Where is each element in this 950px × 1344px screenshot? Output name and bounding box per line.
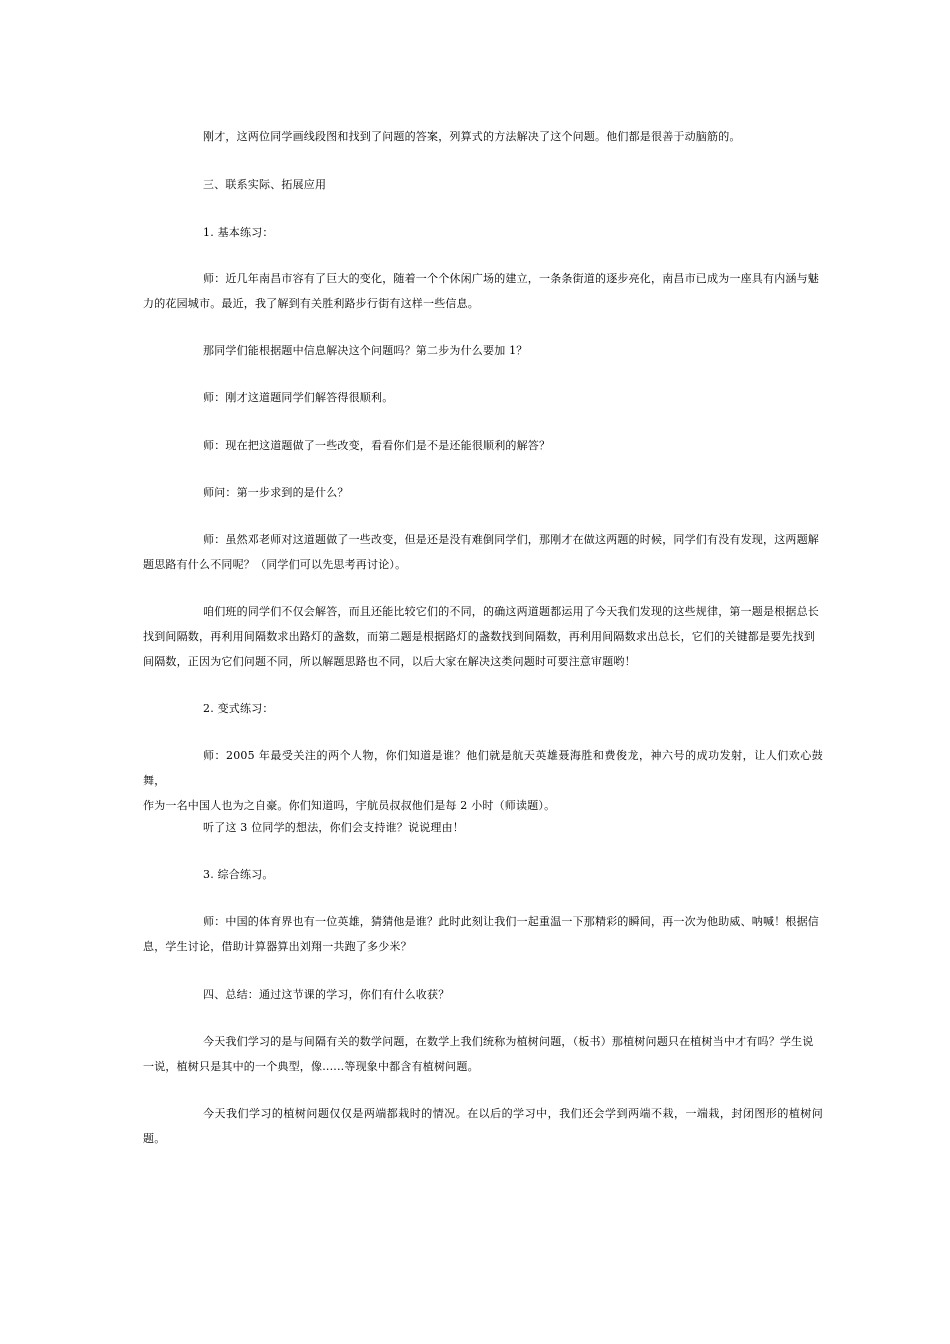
paragraph-18 xyxy=(143,1101,823,1151)
text-line: 一说，植树只是其中的一个典型，像......等现象中都含有植树问题。 xyxy=(143,1060,479,1073)
paragraph-4 xyxy=(143,266,823,316)
text-line: 听了这 3 位同学的想法，你们会支持谁？说说理由！ xyxy=(203,821,464,834)
text-line: 三、联系实际、拓展应用 xyxy=(203,178,327,191)
text-line: 3. 综合练习。 xyxy=(203,868,274,881)
text-line: 题思路有什么不同呢？（同学们可以先思考再讨论）。 xyxy=(143,558,407,571)
section-heading-4 xyxy=(143,982,823,1007)
text-line: 师：现在把这道题做了一些改变，看看你们是不是还能很顺利的解答？ xyxy=(203,439,551,452)
paragraph-6 xyxy=(143,385,823,410)
text-line: 1. 基本练习： xyxy=(203,226,274,239)
paragraph-10 xyxy=(143,599,823,674)
text-line: 师：虽然邓老师对这道题做了一些改变，但是还是没有难倒同学们，那刚才在做这两题的时候，同学们有没有发现，这两题解 xyxy=(203,533,819,546)
text-line: 作为一名中国人也为之自豪。你们知道吗，宇航员叔叔他们是每 2 小时（师读题）。 xyxy=(143,799,556,812)
text-line: 刚才，这两位同学画线段图和找到了问题的答案，列算式的方法解决了这个问题。他们都是很善于动脑筋的。 xyxy=(203,130,741,143)
text-line: 今天我们学习的植树问题仅仅是两端都栽时的情况。在以后的学习中，我们还会学到两端不栽，一端栽，封闭图形的植树问题。 xyxy=(143,1107,823,1145)
text-line: 间隔数，正因为它们问题不同，所以解题思路也不同，以后大家在解决这类问题时可要注意审题哟！ xyxy=(143,655,636,668)
paragraph-12 xyxy=(143,743,823,818)
text-line: 师：中国的体育界也有一位英雄，猜猜他是谁？此时此刻让我们一起重温一下那精彩的瞬间，再一次为他助威、呐喊！根据信 xyxy=(203,915,819,928)
subheading-basic-practice xyxy=(143,220,823,245)
subheading-variation-practice xyxy=(143,696,823,721)
paragraph-15 xyxy=(143,909,823,959)
text-line: 师：近几年南昌市容有了巨大的变化，随着一个个休闲广场的建立，一条条街道的逐步亮化，南昌市已成为一座具有内涵与魅 xyxy=(203,272,819,285)
text-line: 那同学们能根据题中信息解决这个问题吗？第二步为什么要加 1？ xyxy=(203,344,528,357)
text-line: 四、总结：通过这节课的学习，你们有什么收获？ xyxy=(203,988,450,1001)
paragraph-9 xyxy=(143,527,823,577)
text-line: 力的花园城市。最近，我了解到有关胜利路步行街有这样一些信息。 xyxy=(143,297,479,310)
section-heading-3 xyxy=(143,172,823,197)
text-line: 找到间隔数，再利用间隔数求出路灯的盏数，而第二题是根据路灯的盏数找到间隔数，再利用间隔数求出总长，它们的关键都是要先找到 xyxy=(143,630,815,643)
text-line: 师：刚才这道题同学们解答得很顺利。 xyxy=(203,391,394,404)
text-line: 咱们班的同学们不仅会解答，而且还能比较它们的不同，的确这两道题都运用了今天我们发现的这些规律，第一题是根据总长 xyxy=(203,605,819,618)
text-line: 师问：第一步求到的是什么？ xyxy=(203,486,349,499)
paragraph-17 xyxy=(143,1029,823,1079)
text-line: 今天我们学习的是与间隔有关的数学问题，在数学上我们统称为植树问题，（板书）那植树问题只在植树当中才有吗？学生说 xyxy=(203,1035,814,1048)
paragraph-1 xyxy=(143,124,823,149)
text-line: 2. 变式练习： xyxy=(203,702,274,715)
subheading-comprehensive-practice xyxy=(143,862,823,887)
text-line: 师：2005 年最受关注的两个人物，你们知道是谁？他们就是航天英雄聂海胜和费俊龙，神六号的成功发射，让人们欢心鼓舞， xyxy=(143,749,823,787)
paragraph-8 xyxy=(143,480,823,505)
paragraph-7 xyxy=(143,433,823,458)
paragraph-13 xyxy=(143,815,823,840)
paragraph-5 xyxy=(143,338,823,363)
text-line: 息，学生讨论，借助计算器算出刘翔一共跑了多少米？ xyxy=(143,940,412,953)
